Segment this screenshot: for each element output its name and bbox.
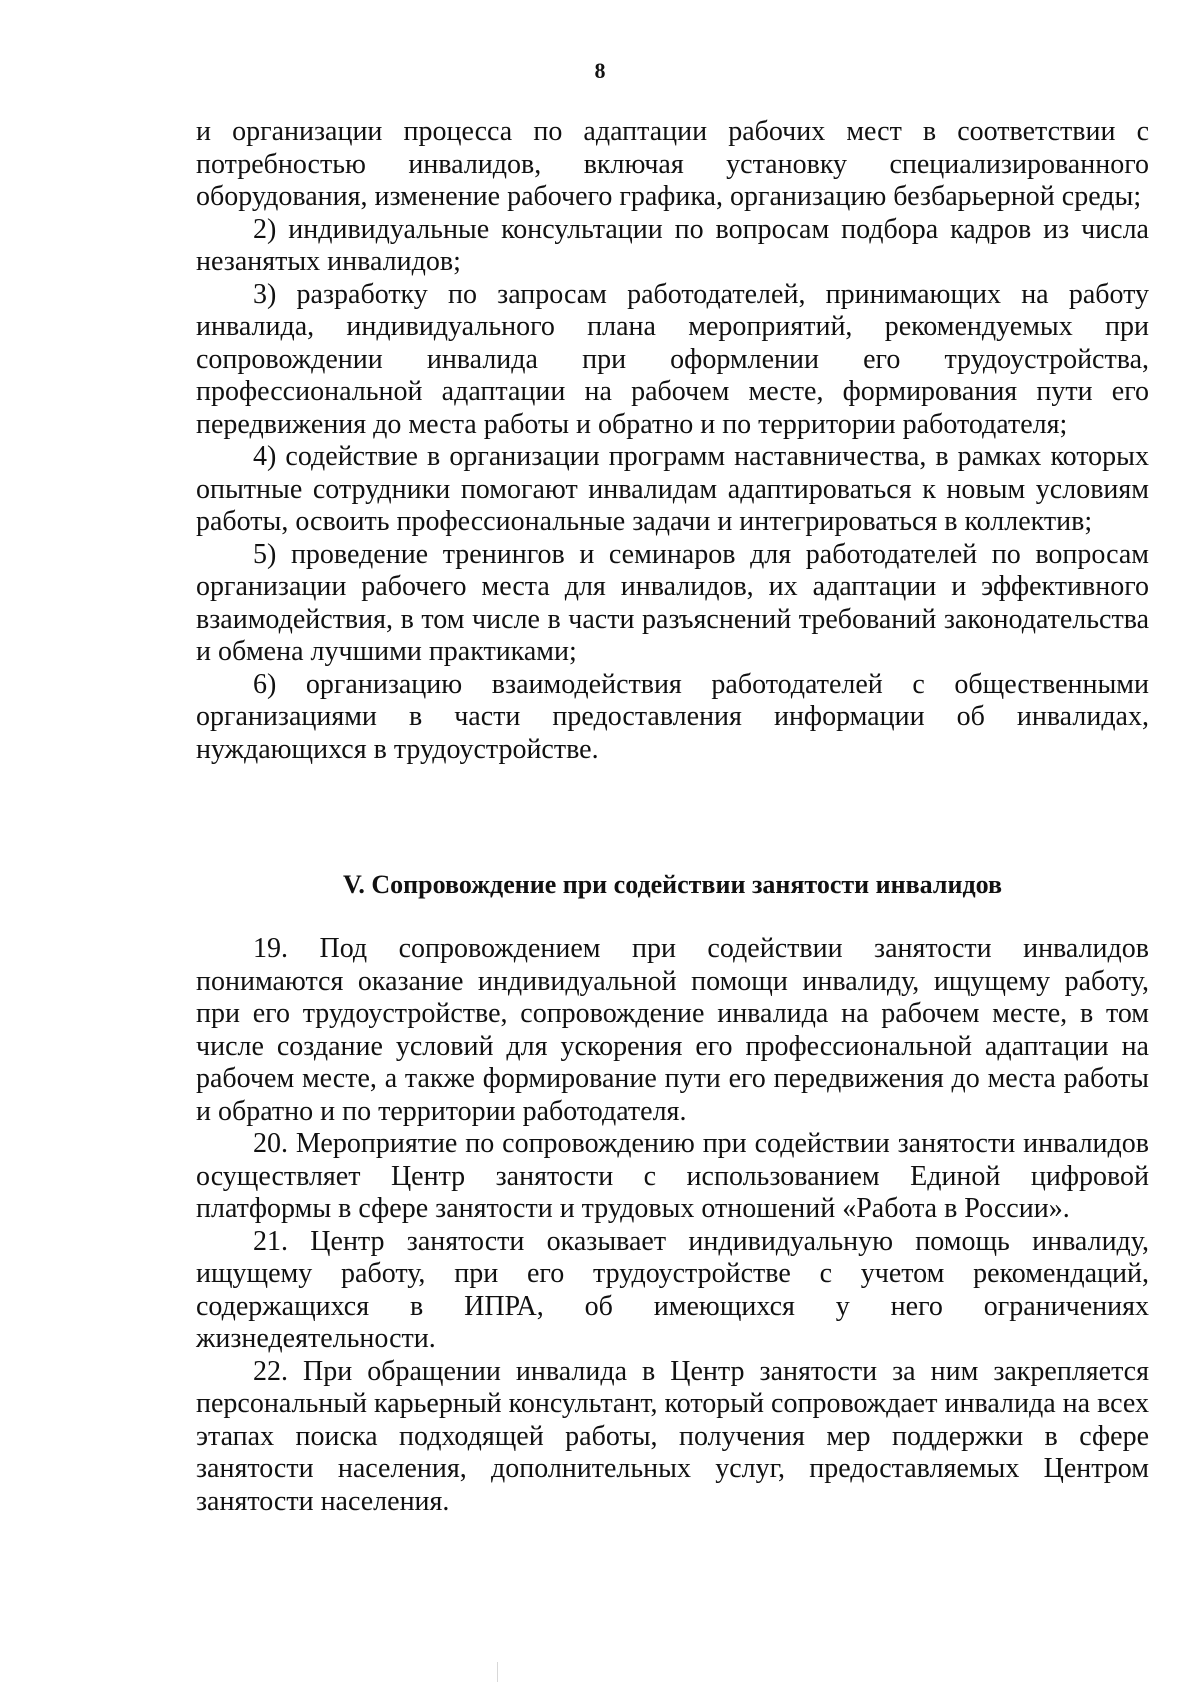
paragraph: и организации процесса по адаптации рабочих мест в соответствии с потребностью инвалидов, включая установку специализированного оборудования, изменение рабочего графика, организацию безбарьерной среды; — [196, 116, 1149, 212]
text-block-top — [196, 116, 1149, 766]
list-item: 6) организацию взаимодействия работодателей с общественными организациями в части предоставления информации об инвалидах, нуждающихся в трудоустройстве. — [196, 668, 1149, 765]
numbered-paragraph: 21. Центр занятости оказывает индивидуальную помощь инвалиду, ищущему работу, при его трудоустройстве с учетом рекомендаций, содержащихся в ИПРА, об имеющихся у него ограничениях жизнедеятельности. — [196, 1225, 1149, 1354]
numbered-paragraph: 22. При обращении инвалида в Центр занятости за ним закрепляется персональный карьерный консультант, который сопровождает инвалида на всех этапах поиска подходящей работы, получения мер поддержки в сфере занятости населения, дополнительных услуг, предоставляемых Центром занятости населения. — [196, 1355, 1149, 1517]
numbered-paragraph: 19. Под сопровождением при содействии занятости инвалидов понимаются оказание индивидуальной помощи инвалиду, ищущему работу, при его трудоустройстве, сопровождение инвалида на рабочем месте, в том числе создание условий для ускорения его профессиональной адаптации на рабочем месте, а также формирование пути его передвижения до места работы и обратно и по территории работодателя. — [196, 933, 1149, 1127]
text-block-bottom — [196, 933, 1149, 1518]
list-item: 5) проведение тренингов и семинаров для работодателей по вопросам организации рабочего места для инвалидов, их адаптации и эффективного взаимодействия, в том числе в части разъяснений требований законодательства и обмена лучшими практиками; — [196, 538, 1149, 667]
list-item: 4) содействие в организации программ наставничества, в рамках которых опытные сотрудники помогают инвалидам адаптироваться к новым условиям работы, освоить профессиональные задачи и интегрироваться в коллектив; — [196, 441, 1149, 537]
list-item: 3) разработку по запросам работодателей, принимающих на работу инвалида, индивидуального плана мероприятий, рекомендуемых при сопровождении инвалида при оформлении его трудоустройства, профессиональной адаптации на рабочем месте, формирования пути его передвижения до места работы и обратно и по территории работодателя; — [196, 278, 1149, 440]
scan-artifact-mark — [497, 1662, 498, 1682]
numbered-paragraph: 20. Мероприятие по сопровождению при содействии занятости инвалидов осуществляет Центр занятости с использованием Единой цифровой платформы в сфере занятости и трудовых отношений «Работа в России». — [196, 1128, 1149, 1224]
list-item: 2) индивидуальные консультации по вопросам подбора кадров из числа незанятых инвалидов; — [196, 213, 1149, 277]
section-heading: V. Сопровождение при содействии занятости инвалидов — [342, 870, 1002, 899]
page-number: 8 — [594, 58, 606, 83]
